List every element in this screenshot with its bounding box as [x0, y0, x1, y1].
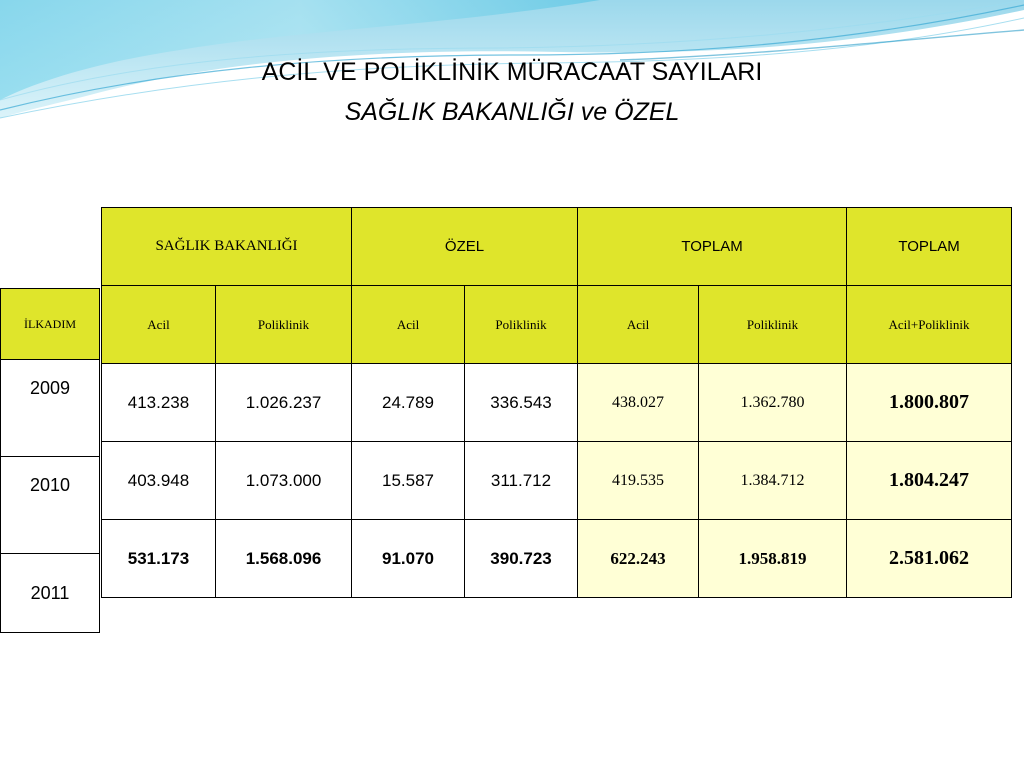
table-row	[102, 520, 1012, 598]
table-cell: 1.804.247	[847, 442, 1012, 520]
table-row	[102, 364, 1012, 442]
table-cell: 2.581.062	[847, 520, 1012, 598]
column-header: Acil	[352, 286, 465, 364]
table-cell: 622.243	[578, 520, 699, 598]
group-header-private: ÖZEL	[352, 208, 578, 286]
group-header-grand-total: TOPLAM	[847, 208, 1012, 286]
table-cell: 311.712	[465, 442, 578, 520]
table-row	[102, 442, 1012, 520]
table-cell: 91.070	[352, 520, 465, 598]
district-header: İLKADIM	[1, 289, 100, 360]
column-header: Acil+Poliklinik	[847, 286, 1012, 364]
column-header: Poliklinik	[465, 286, 578, 364]
admissions-table	[101, 207, 1012, 598]
table-cell: 1.362.780	[699, 364, 847, 442]
page-subtitle: SAĞLIK BAKANLIĞI ve ÖZEL	[344, 98, 680, 126]
column-header: Acil	[102, 286, 216, 364]
group-header-ministry: SAĞLIK BAKANLIĞI	[102, 208, 352, 286]
table-cell: 1.384.712	[699, 442, 847, 520]
table-cell: 15.587	[352, 442, 465, 520]
column-header: Poliklinik	[216, 286, 352, 364]
year-cell: 2009	[1, 360, 100, 457]
table-cell: 1.958.819	[699, 520, 847, 598]
table-cell: 1.800.807	[847, 364, 1012, 442]
table-cell: 403.948	[102, 442, 216, 520]
table-cell: 1.073.000	[216, 442, 352, 520]
column-header: Poliklinik	[699, 286, 847, 364]
group-header-total: TOPLAM	[578, 208, 847, 286]
column-header: Acil	[578, 286, 699, 364]
table-cell: 1.568.096	[216, 520, 352, 598]
table-cell: 1.026.237	[216, 364, 352, 442]
table-cell: 438.027	[578, 364, 699, 442]
year-cell: 2011	[1, 554, 100, 633]
table-cell: 531.173	[102, 520, 216, 598]
table-cell: 336.543	[465, 364, 578, 442]
year-cell: 2010	[1, 457, 100, 554]
table-cell: 390.723	[465, 520, 578, 598]
table-cell: 419.535	[578, 442, 699, 520]
page-title: ACİL VE POLİKLİNİK MÜRACAAT SAYILARI	[261, 58, 763, 86]
table-cell: 24.789	[352, 364, 465, 442]
table-cell: 413.238	[102, 364, 216, 442]
district-year-table	[0, 288, 100, 633]
